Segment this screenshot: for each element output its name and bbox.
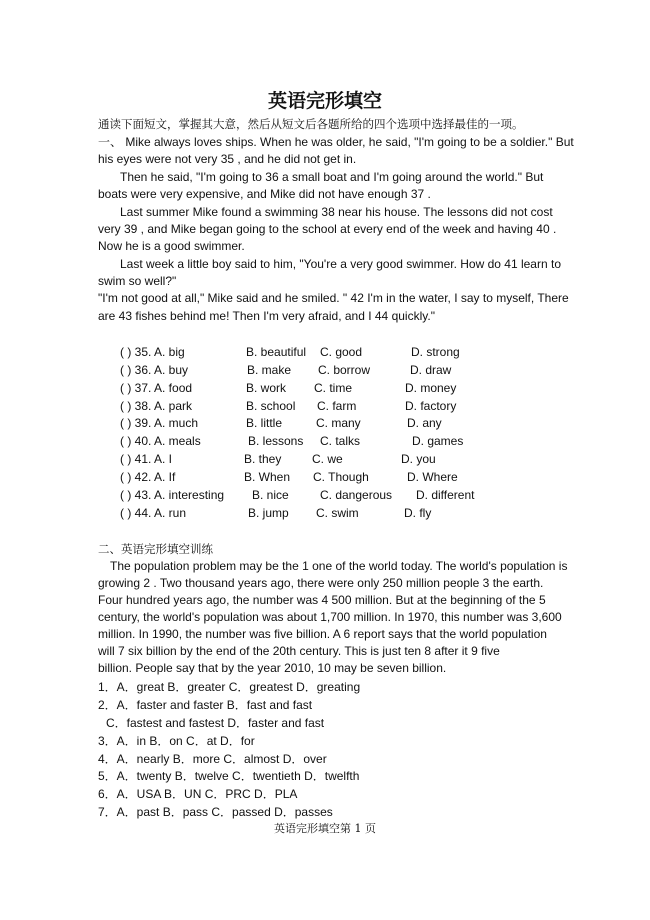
option-c: C. we [312,452,343,466]
option-line: 7．A．past B．pass C．passed D．passes [98,805,333,819]
question-stem: ( ) 37. A. food [120,381,193,395]
option-d: D. any [407,416,442,430]
passage1-line: 一、 Mike always loves ships. When he was older, he said, "I'm going to be a soldier." But [98,135,574,149]
option-d: D. draw [410,363,452,377]
option-c: C. many [316,416,361,430]
option-c: C. borrow [318,363,371,377]
question-stem: ( ) 40. A. meals [120,434,201,448]
passage1-line: boats were very expensive, and Mike did not have enough 37 . [98,187,431,201]
option-b: B. school [246,399,296,413]
question-stem: ( ) 42. A. If [120,470,176,484]
question-stem: ( ) 43. A. interesting [120,488,225,502]
passage2-line: million. In 1990, the number was five billion. A 6 report says that the world population [98,627,547,641]
option-b: B. lessons [248,434,304,448]
option-c: C. dangerous [320,488,393,502]
passage1-line: are 43 fishes behind me! Then I'm very afraid, and I 44 quickly." [98,309,435,323]
question-stem: ( ) 38. A. park [120,399,193,413]
passage1-line: "I'm not good at all," Mike said and he smiled. " 42 I'm in the water, I say to myself, There [98,291,569,305]
option-b: B. nice [252,488,289,502]
option-d: D. you [401,452,436,466]
option-b: B. beautiful [246,345,307,359]
instruction-text: 通读下面短文，掌握其大意，然后从短文后各题所给的四个选项中选择最佳的一项。 [98,117,524,131]
passage1-line: Then he said, "I'm going to 36 a small boat and I'm going around the world." But [120,170,544,184]
option-line: 1．A．great B．greater C．greatest D．greating [98,680,361,694]
option-d: D. strong [411,345,460,359]
option-d: D. fly [404,506,432,520]
option-c: C. swim [316,506,359,520]
option-c: C. talks [320,434,361,448]
option-d: D. Where [407,470,458,484]
option-d: D. different [416,488,475,502]
option-c: C. farm [317,399,357,413]
passage1-line: Last summer Mike found a swimming 38 near his house. The lessons did not cost [120,205,553,219]
page-footer: 英语完形填空第 1 页 [274,822,376,835]
option-c: C. time [314,381,353,395]
question-stem: ( ) 36. A. buy [120,363,189,377]
option-c: C. Though [313,470,369,484]
option-b: B. When [244,470,291,484]
passage2-line: Four hundred years ago, the number was 4 500 million. But at the beginning of the 5 [98,593,546,607]
passage1-line: swim so well?" [98,274,177,288]
passage2-line: will 7 six billion by the end of the 20th century. This is just ten 8 after it 9 five [98,644,500,658]
option-d: D. factory [405,399,457,413]
option-line: C．fastest and fastest D．faster and fast [106,716,325,730]
page-title: 英语完形填空 [267,90,382,112]
question-stem: ( ) 39. A. much [120,416,199,430]
option-line: 5．A．twenty B．twelve C．twentieth D．twelfth [98,769,360,783]
option-b: B. they [244,452,282,466]
question-stem: ( ) 41. A. I [120,452,173,466]
passage1-line: Last week a little boy said to him, "You're a very good swimmer. How do 41 learn to [120,257,561,271]
option-line: 2．A．faster and faster B．fast and fast [98,698,313,712]
passage1-line: very 39 , and Mike began going to the school at every end of the week and having 40 . [98,222,557,236]
question-stem: ( ) 35. A. big [120,345,185,359]
question-stem: ( ) 44. A. run [120,506,187,520]
section2-heading: 二、英语完形填空训练 [98,542,213,556]
passage2-line: billion. People say that by the year 2010, 10 may be seven billion. [98,661,447,675]
option-b: B. jump [248,506,289,520]
option-line: 4．A．nearly B．more C．almost D．over [98,752,327,766]
passage1-line: his eyes were not very 35 , and he did not get in. [98,152,357,166]
option-c: C. good [320,345,363,359]
option-d: D. money [405,381,457,395]
passage2-line: The population problem may be the 1 one of the world today. The world's population is [110,559,568,573]
option-d: D. games [412,434,464,448]
option-b: B. little [246,416,283,430]
option-b: B. make [247,363,292,377]
passage2-line: growing 2 . Two thousand years ago, there were only 250 million people 3 the earth. [98,576,544,590]
option-b: B. work [246,381,287,395]
option-line: 6．A．USA B．UN C．PRC D．PLA [98,787,298,801]
passage1-line: Now he is a good swimmer. [98,239,245,253]
option-line: 3．A．in B．on C．at D．for [98,734,255,748]
passage2-line: century, the world's population was about 1,700 million. In 1970, this number was 3,600 [98,610,562,624]
